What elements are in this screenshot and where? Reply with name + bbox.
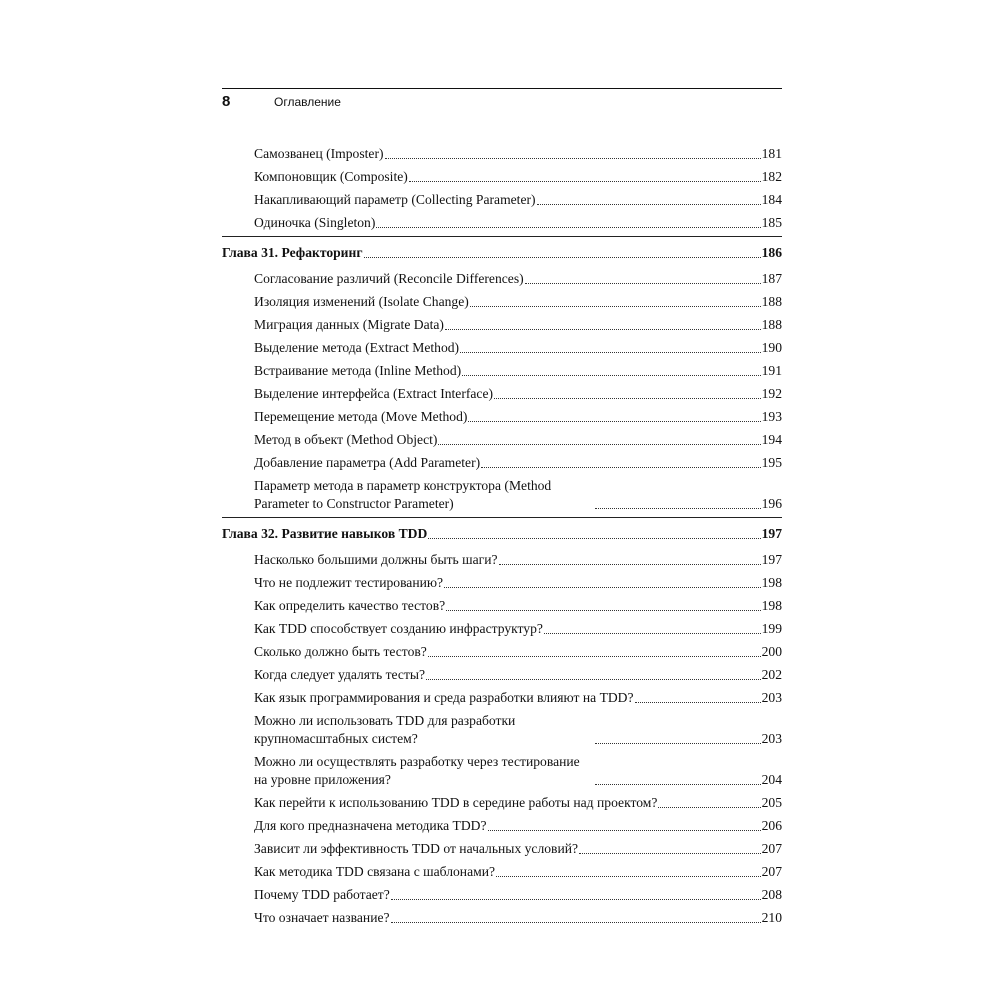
entry-page-number: 196 bbox=[761, 496, 782, 511]
toc-entry bbox=[222, 638, 782, 661]
dot-leader bbox=[426, 679, 761, 680]
toc-entry bbox=[222, 357, 782, 380]
dot-leader bbox=[494, 398, 761, 399]
entry-title: Сколько должно быть тестов? bbox=[254, 644, 427, 659]
toc-entry bbox=[222, 265, 782, 288]
page-number: 8 bbox=[222, 93, 231, 110]
toc-entry bbox=[222, 426, 782, 449]
entry-page-number: 202 bbox=[761, 667, 782, 682]
dot-leader bbox=[525, 283, 761, 284]
dot-leader bbox=[496, 876, 761, 877]
dot-leader bbox=[544, 633, 761, 634]
dot-leader bbox=[499, 564, 761, 565]
entry-title: Можно ли осуществлять разработку через тестирование на уровне приложения? bbox=[254, 754, 580, 787]
toc-entry bbox=[222, 881, 782, 904]
entry-title: Самозванец (Imposter) bbox=[254, 146, 384, 161]
entry-title: Зависит ли эффективность TDD от начальных условий? bbox=[254, 841, 579, 856]
entry-page-number: 204 bbox=[761, 772, 782, 787]
toc-entry bbox=[222, 569, 782, 592]
entry-title: Компоновщик (Composite) bbox=[254, 169, 408, 184]
entry-page-number: 191 bbox=[761, 363, 782, 378]
toc-entry bbox=[222, 186, 782, 209]
book-page bbox=[222, 88, 782, 927]
dot-leader bbox=[462, 375, 760, 376]
entry-title: Встраивание метода (Inline Method) bbox=[254, 363, 462, 378]
page-header bbox=[222, 88, 782, 127]
entry-title: Можно ли использовать TDD для разработки крупномасштабных систем? bbox=[254, 713, 516, 746]
entry-page-number: 188 bbox=[761, 294, 782, 309]
dot-leader bbox=[428, 656, 761, 657]
entry-page-number: 181 bbox=[761, 146, 782, 161]
entry-title: Выделение интерфейса (Extract Interface) bbox=[254, 386, 494, 401]
toc-entry bbox=[222, 311, 782, 334]
entry-page-number: 199 bbox=[761, 621, 782, 636]
toc-entry bbox=[222, 140, 782, 163]
entry-page-number: 194 bbox=[761, 432, 782, 447]
entry-title: Выделение метода (Extract Method) bbox=[254, 340, 460, 355]
entry-title: Одиночка (Singleton) bbox=[254, 215, 376, 230]
toc-entry bbox=[222, 904, 782, 927]
dot-leader bbox=[468, 421, 760, 422]
entry-title: Изоляция изменений (Isolate Change) bbox=[254, 294, 469, 309]
dot-leader bbox=[376, 227, 760, 228]
entry-title: Как перейти к использованию TDD в середине работы над проектом? bbox=[254, 795, 658, 810]
entry-page-number: 193 bbox=[761, 409, 782, 424]
entry-page-number: 182 bbox=[761, 169, 782, 184]
dot-leader bbox=[481, 467, 760, 468]
entry-page-number: 186 bbox=[761, 245, 782, 260]
toc-entry bbox=[222, 209, 782, 232]
entry-page-number: 200 bbox=[761, 644, 782, 659]
entry-page-number: 192 bbox=[761, 386, 782, 401]
dot-leader bbox=[595, 784, 761, 785]
entry-title: Когда следует удалять тесты? bbox=[254, 667, 426, 682]
dot-leader bbox=[470, 306, 761, 307]
entry-title: Согласование различий (Reconcile Differences) bbox=[254, 271, 524, 286]
toc-entry bbox=[222, 789, 782, 812]
dot-leader bbox=[438, 444, 760, 445]
toc-entry bbox=[222, 707, 782, 748]
entry-page-number: 198 bbox=[761, 598, 782, 613]
dot-leader bbox=[579, 853, 761, 854]
entry-title: Как TDD способствует созданию инфраструктур? bbox=[254, 621, 543, 636]
toc-chapter-entry bbox=[222, 236, 782, 265]
dot-leader bbox=[385, 158, 761, 159]
entry-page-number: 207 bbox=[761, 841, 782, 856]
entry-page-number: 210 bbox=[761, 910, 782, 925]
dot-leader bbox=[391, 922, 761, 923]
toc-entry bbox=[222, 858, 782, 881]
running-head: Оглавление bbox=[274, 95, 341, 109]
toc-entry bbox=[222, 449, 782, 472]
dot-leader bbox=[460, 352, 761, 353]
entry-page-number: 208 bbox=[761, 887, 782, 902]
entry-title: Для кого предназначена методика TDD? bbox=[254, 818, 487, 833]
toc-entry bbox=[222, 812, 782, 835]
entry-title: Как язык программирования и среда разработки влияют на TDD? bbox=[254, 690, 634, 705]
toc-entry bbox=[222, 592, 782, 615]
toc-entry bbox=[222, 546, 782, 569]
entry-page-number: 197 bbox=[761, 552, 782, 567]
dot-leader bbox=[391, 899, 761, 900]
entry-title: Миграция данных (Migrate Data) bbox=[254, 317, 444, 332]
toc-entry bbox=[222, 472, 782, 513]
entry-page-number: 206 bbox=[761, 818, 782, 833]
entry-title: Как определить качество тестов? bbox=[254, 598, 446, 613]
entry-page-number: 190 bbox=[761, 340, 782, 355]
entry-page-number: 205 bbox=[761, 795, 782, 810]
entry-page-number: 207 bbox=[761, 864, 782, 879]
entry-page-number: 198 bbox=[761, 575, 782, 590]
dot-leader bbox=[595, 743, 761, 744]
toc-entry bbox=[222, 684, 782, 707]
toc-entry bbox=[222, 288, 782, 311]
dot-leader bbox=[445, 329, 761, 330]
dot-leader bbox=[428, 538, 760, 539]
toc-entry bbox=[222, 163, 782, 186]
table-of-contents bbox=[222, 140, 782, 927]
toc-entry bbox=[222, 748, 782, 789]
entry-title: Что означает название? bbox=[254, 910, 390, 925]
dot-leader bbox=[444, 587, 761, 588]
entry-title: Накапливающий параметр (Collecting Parameter) bbox=[254, 192, 536, 207]
toc-entry bbox=[222, 403, 782, 426]
entry-title: Перемещение метода (Move Method) bbox=[254, 409, 468, 424]
entry-title: Что не подлежит тестированию? bbox=[254, 575, 444, 590]
entry-title: Как методика TDD связана с шаблонами? bbox=[254, 864, 496, 879]
entry-title: Параметр метода в параметр конструктора (Method Parameter to Constructor Parameter) bbox=[254, 478, 552, 511]
dot-leader bbox=[537, 204, 761, 205]
entry-page-number: 203 bbox=[761, 731, 782, 746]
entry-title: Почему TDD работает? bbox=[254, 887, 390, 902]
dot-leader bbox=[635, 702, 761, 703]
dot-leader bbox=[595, 508, 761, 509]
entry-page-number: 184 bbox=[761, 192, 782, 207]
toc-entry bbox=[222, 380, 782, 403]
entry-page-number: 203 bbox=[761, 690, 782, 705]
entry-page-number: 197 bbox=[761, 526, 782, 541]
entry-title: Метод в объект (Method Object) bbox=[254, 432, 438, 447]
toc-entry bbox=[222, 661, 782, 684]
entry-title: Глава 31. Рефакторинг bbox=[222, 245, 363, 260]
dot-leader bbox=[446, 610, 760, 611]
entry-title: Добавление параметра (Add Parameter) bbox=[254, 455, 481, 470]
toc-entry bbox=[222, 835, 782, 858]
toc-entry bbox=[222, 615, 782, 638]
dot-leader bbox=[488, 830, 761, 831]
dot-leader bbox=[658, 807, 760, 808]
entry-page-number: 195 bbox=[761, 455, 782, 470]
dot-leader bbox=[409, 181, 761, 182]
entry-title: Насколько большими должны быть шаги? bbox=[254, 552, 498, 567]
toc-entry bbox=[222, 334, 782, 357]
dot-leader bbox=[364, 257, 761, 258]
entry-page-number: 187 bbox=[761, 271, 782, 286]
entry-page-number: 185 bbox=[761, 215, 782, 230]
entry-page-number: 188 bbox=[761, 317, 782, 332]
entry-title: Глава 32. Развитие навыков TDD bbox=[222, 526, 428, 541]
toc-chapter-entry bbox=[222, 517, 782, 546]
